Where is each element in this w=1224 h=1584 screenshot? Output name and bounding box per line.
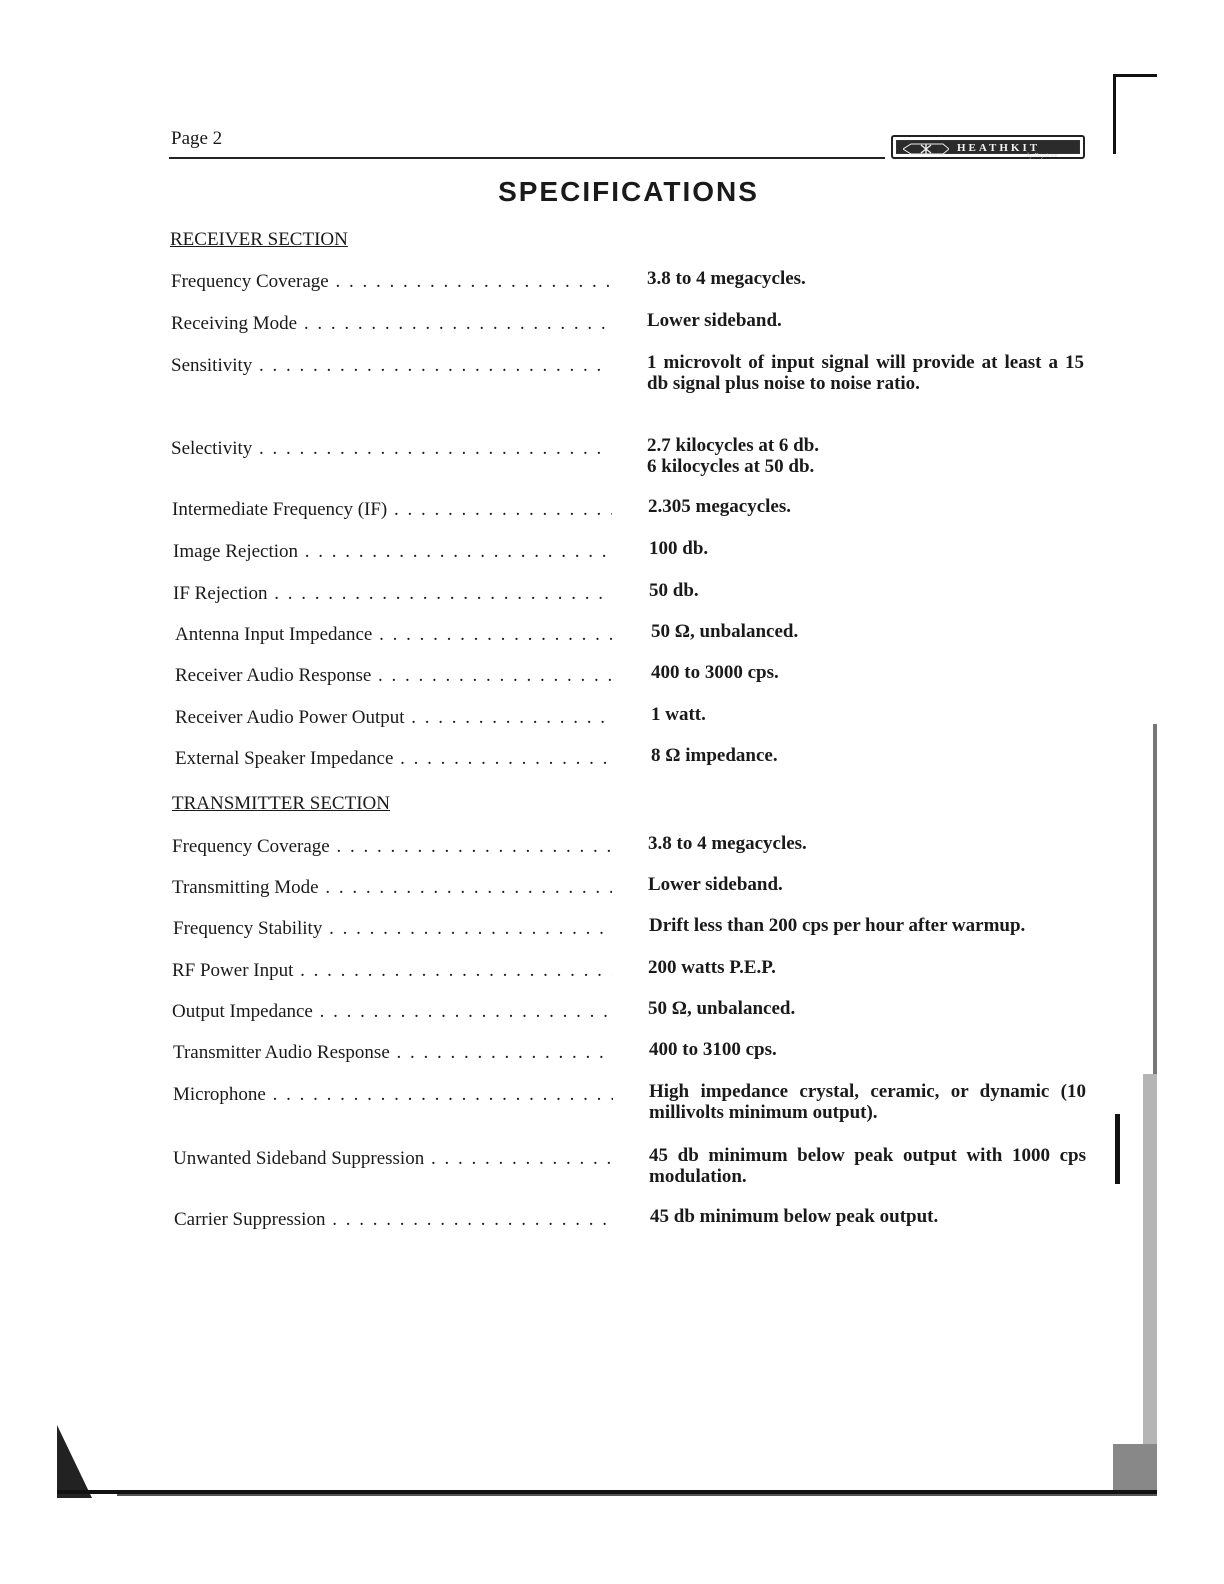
spec-label: Antenna Input Impedance . . . bbox=[175, 624, 615, 646]
spec-label: Frequency Coverage . . . bbox=[172, 836, 612, 858]
spec-value bbox=[649, 1081, 1086, 1123]
spec-label: Unwanted Sideband Suppression . . . bbox=[173, 1148, 613, 1170]
spec-label: Output Impedance . . . bbox=[172, 1001, 612, 1023]
spec-value bbox=[651, 662, 1088, 683]
spec-label: Transmitter Audio Response . . . bbox=[173, 1042, 613, 1064]
spec-value bbox=[647, 352, 1084, 394]
heathkit-logo bbox=[891, 135, 1085, 159]
spec-value-line: 400 to 3100 cps. bbox=[649, 1039, 777, 1060]
spec-value bbox=[650, 1206, 1087, 1227]
spec-value-line: 50 Ω, unbalanced. bbox=[651, 621, 799, 642]
logo-text: HEATHKIT bbox=[957, 142, 1041, 154]
spec-value-line: 100 db. bbox=[649, 538, 709, 559]
spec-label: Receiver Audio Response . . . bbox=[175, 665, 615, 687]
page-number: Page 2 bbox=[171, 128, 223, 149]
spec-value bbox=[648, 874, 1085, 895]
spec-value bbox=[647, 435, 1084, 477]
spec-value-line: 1 microvolt of input signal will provide at least a 15 db signal plus noise to noise ratio. bbox=[647, 352, 1084, 394]
spec-label: Frequency Coverage . . . bbox=[171, 271, 611, 293]
spec-value bbox=[647, 268, 1084, 289]
spec-label: IF Rejection . . . bbox=[173, 583, 613, 605]
spec-label: Intermediate Frequency (IF) . . . bbox=[172, 499, 612, 521]
spec-value bbox=[649, 580, 1086, 601]
spec-value bbox=[648, 998, 1085, 1019]
spec-value bbox=[651, 704, 1088, 725]
logo-subtext: by Daystrom bbox=[1027, 153, 1058, 159]
spec-value bbox=[649, 538, 1086, 559]
page-edge-bottom bbox=[57, 1420, 1157, 1500]
spec-value-line: 200 watts P.E.P. bbox=[648, 957, 776, 978]
spec-value bbox=[647, 310, 1084, 331]
logo-emblem-icon bbox=[903, 143, 949, 155]
spec-value-line: 45 db minimum below peak output with 1000 cps modulation. bbox=[649, 1145, 1086, 1187]
spec-label: Image Rejection . . . bbox=[173, 541, 613, 563]
transmitter-section-title: TRANSMITTER SECTION bbox=[172, 793, 390, 814]
spec-label: Receiving Mode . . . bbox=[171, 313, 611, 335]
spec-label: Sensitivity . . . bbox=[171, 355, 611, 377]
spec-label: Carrier Suppression . . . bbox=[174, 1209, 614, 1231]
header-rule bbox=[169, 157, 885, 159]
spec-value bbox=[648, 496, 1085, 517]
spec-value-line: 3.8 to 4 megacycles. bbox=[647, 268, 806, 289]
spec-label: External Speaker Impedance . . . bbox=[175, 748, 615, 770]
spec-label: Microphone . . . bbox=[173, 1084, 613, 1106]
spec-value-line: 2.305 megacycles. bbox=[648, 496, 791, 517]
spec-label: Transmitting Mode . . . bbox=[172, 877, 612, 899]
spec-value bbox=[651, 745, 1088, 766]
spec-value-line: 6 kilocycles at 50 db. bbox=[647, 456, 815, 477]
spec-value bbox=[651, 621, 1088, 642]
spec-value-line: Lower sideband. bbox=[647, 310, 782, 331]
spec-value-line: Lower sideband. bbox=[648, 874, 783, 895]
spec-value-line: 45 db minimum below peak output. bbox=[650, 1206, 939, 1227]
spec-value-line: 1 watt. bbox=[651, 704, 706, 725]
spec-label: Receiver Audio Power Output . . . bbox=[175, 707, 615, 729]
receiver-section-title: RECEIVER SECTION bbox=[170, 229, 348, 250]
spec-value-line: 2.7 kilocycles at 6 db. bbox=[647, 435, 820, 456]
spec-label: RF Power Input . . . bbox=[172, 960, 612, 982]
spec-value-line: High impedance crystal, ceramic, or dynamic (10 millivolts minimum output). bbox=[649, 1081, 1086, 1123]
spec-value bbox=[648, 833, 1085, 854]
spec-value-line: 50 db. bbox=[649, 580, 699, 601]
spec-value bbox=[649, 1039, 1086, 1060]
page-edge-right bbox=[1113, 74, 1157, 1494]
spec-value bbox=[649, 1145, 1086, 1187]
spec-value bbox=[648, 957, 1085, 978]
spec-value bbox=[649, 915, 1086, 936]
spec-value-line: 400 to 3000 cps. bbox=[651, 662, 779, 683]
spec-value-line: 3.8 to 4 megacycles. bbox=[648, 833, 807, 854]
spec-label: Selectivity . . . bbox=[171, 438, 611, 460]
spec-value-line: Drift less than 200 cps per hour after warmup. bbox=[649, 915, 1026, 936]
page-title: SPECIFICATIONS bbox=[498, 176, 759, 207]
spec-value-line: 8 Ω impedance. bbox=[651, 745, 778, 766]
spec-label: Frequency Stability . . . bbox=[173, 918, 613, 940]
spec-value-line: 50 Ω, unbalanced. bbox=[648, 998, 796, 1019]
